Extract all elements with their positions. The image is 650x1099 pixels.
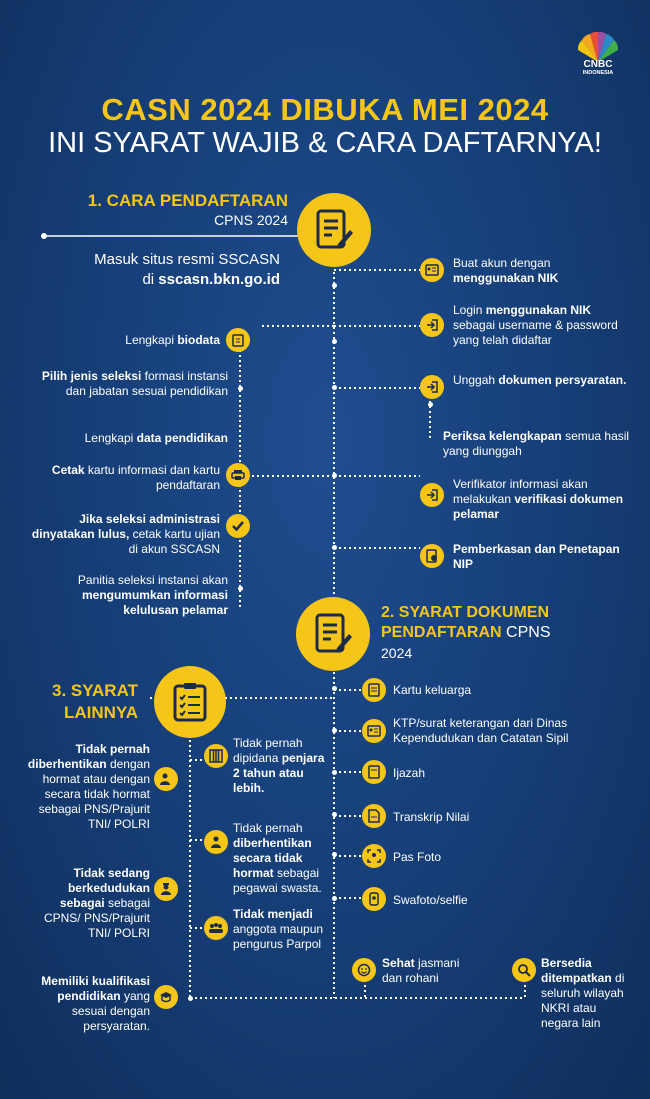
req-tail: anggota maupun pengurus Parpol	[233, 922, 324, 951]
step-admin-pass	[30, 512, 220, 557]
jail-icon	[204, 744, 228, 768]
group-icon	[204, 916, 228, 940]
step-text: Login	[453, 303, 486, 317]
req-bold: Bersedia ditempatkan	[541, 956, 612, 985]
step-text: Lengkapi	[84, 431, 137, 445]
section3-title	[20, 680, 138, 724]
req-bold: Sehat	[382, 956, 415, 970]
line-dot	[332, 852, 337, 857]
step-education	[40, 431, 228, 446]
step-announce	[40, 573, 228, 618]
section2-num: 2. SYARAT DOKUMEN	[381, 604, 550, 621]
req-tail: sebagai pegawai swasta.	[233, 866, 322, 895]
step-text: Unggah	[453, 373, 499, 387]
step-tail: kartu informasi dan kartu pendaftaran	[84, 463, 220, 492]
id-card-icon	[420, 258, 444, 282]
line-dot	[188, 996, 193, 1001]
section1-title: 1. CARA PENDAFTARAN	[87, 191, 288, 210]
step-biodata	[40, 333, 220, 348]
step-tail: cetak kartu ujian di akun SSCASN	[128, 527, 220, 556]
document-pen-icon	[297, 193, 371, 267]
line-dot	[238, 586, 243, 591]
checklist-icon	[154, 666, 226, 738]
step-bold: Cetak	[51, 463, 85, 477]
line-dot	[332, 385, 337, 390]
doc-transcript: Transkrip Nilai	[393, 810, 470, 824]
search-location-icon	[512, 958, 536, 982]
graduation-cap-icon	[154, 985, 178, 1009]
photo-icon	[362, 844, 386, 868]
section2-tail: CPNS	[501, 624, 551, 641]
req-not-civil-servant	[20, 866, 150, 941]
req-bold: Tidak pernah diberhentikan	[27, 742, 150, 771]
cnbc-logo-text	[568, 60, 628, 78]
step-text: Lengkapi	[125, 333, 178, 347]
req-not-dismissed	[20, 742, 150, 832]
req-tail: yang sesuai dengan persyaratan.	[71, 989, 150, 1033]
step-bold: menggunakan NIK	[485, 303, 592, 317]
step-verify	[453, 477, 633, 522]
diploma-icon	[362, 760, 386, 784]
step-tail: formasi instansi dan jabatan sesuai pendidikan	[65, 369, 228, 398]
line-dot	[238, 386, 243, 391]
line-dot	[332, 896, 337, 901]
req-no-prison	[233, 736, 328, 796]
req-text: Tidak pernah	[233, 821, 303, 835]
step-login	[453, 303, 633, 348]
doc-ijazah: Ijazah	[393, 766, 426, 780]
step-create-account	[453, 256, 633, 286]
intro-text	[40, 250, 280, 290]
certificate-icon	[420, 544, 444, 568]
document-pen-icon	[296, 597, 370, 671]
step-nip	[453, 542, 633, 572]
step-bold: data pendidikan	[136, 431, 228, 445]
req-bold: penjara 2 tahun atau lebih.	[233, 751, 325, 795]
transcript-icon	[362, 804, 386, 828]
step-bold: mengumumkan informasi kelulusan pelamar	[81, 588, 228, 617]
step-bold: dokumen persyaratan.	[498, 373, 627, 387]
step-tail: sebagai username & password yang telah didaftar	[453, 318, 618, 347]
req-not-fired-private	[233, 821, 328, 896]
req-bold: Memiliki kualifikasi pendidikan	[41, 974, 150, 1003]
line-dot	[332, 339, 337, 344]
step-text: Buat akun dengan	[453, 256, 551, 270]
step-formation	[40, 369, 228, 399]
line-dot	[332, 770, 337, 775]
section2-mid: PENDAFTARAN	[381, 624, 502, 641]
step-upload	[453, 373, 633, 388]
line-dot	[428, 402, 433, 407]
upload-icon	[420, 375, 444, 399]
line-dot	[332, 812, 337, 817]
intro-line1: Masuk situs resmi SSCASN	[94, 251, 280, 268]
req-bold: diberhentikan secara tidak hormat	[233, 836, 312, 880]
line-dot	[332, 686, 337, 691]
req-tail: dengan hormat atau dengan secara tidak hormat sebagai PNS/Prajurit TNI/ POLRI	[38, 757, 150, 831]
req-tail: jasmani dan rohani	[382, 956, 460, 985]
line-dot	[332, 728, 337, 733]
healthy-icon	[352, 958, 376, 982]
clipboard-icon	[226, 328, 250, 352]
req-tail: di seluruh wilayah NKRI atau negara lain	[541, 971, 625, 1030]
step-text: Panitia seleksi instansi akan	[77, 573, 228, 587]
family-card-icon	[362, 678, 386, 702]
doc-kk: Kartu keluarga	[393, 683, 472, 697]
printer-icon	[226, 463, 250, 487]
login-icon	[420, 313, 444, 337]
line-dot	[332, 283, 337, 288]
checkmark-icon	[226, 514, 250, 538]
intro-line2: di	[142, 271, 159, 288]
section1-subtitle: CPNS 2024	[214, 212, 288, 228]
step-bold: menggunakan NIK	[453, 271, 559, 285]
step-bold: Periksa kelengkapan	[443, 429, 562, 443]
brand-name: CNBC	[583, 59, 613, 70]
step-bold: Pilih jenis seleksi	[41, 369, 142, 383]
sub-title: INI SYARAT WAJIB & CARA DAFTARNYA!	[48, 127, 602, 159]
req-tail: sebagai CPNS/ PNS/Prajurit TNI/ POLRI	[43, 896, 150, 940]
step-tail: semua hasil yang diunggah	[443, 429, 630, 458]
req-not-party	[233, 907, 333, 952]
step-text: Verifikator informasi akan melakukan	[453, 477, 588, 506]
req-bold: Tidak menjadi	[233, 907, 313, 921]
id-card-icon	[362, 719, 386, 743]
main-title: CASN 2024 DIBUKA MEI 2024	[101, 92, 549, 127]
person-dismiss-icon	[154, 767, 178, 791]
step-bold: Pemberkasan dan Penetapan NIP	[453, 542, 620, 571]
step-bold: verifikasi dokumen pelamar	[453, 492, 624, 521]
step-bold: Jika seleksi administrasi dinyatakan lulus,	[31, 512, 220, 541]
req-text: Tidak pernah dipidana	[233, 736, 303, 765]
employee-icon	[204, 830, 228, 854]
req-healthy	[382, 956, 472, 986]
section2-title	[381, 603, 641, 664]
section3-line2: LAINNYA	[64, 703, 138, 722]
section2-year: 2024	[381, 645, 413, 661]
sscasn-link[interactable]: sscasn.bkn.go.id	[158, 271, 280, 288]
officer-icon	[154, 877, 178, 901]
req-placement	[541, 956, 633, 1031]
verify-icon	[420, 483, 444, 507]
req-education	[20, 974, 150, 1034]
line-dot	[332, 473, 337, 478]
selfie-icon	[362, 887, 386, 911]
doc-ktp: KTP/surat keterangan dari Dinas Kependudukan dan Catatan Sipil	[393, 716, 569, 745]
doc-photo: Pas Foto	[393, 850, 442, 864]
req-bold: Tidak sedang berkedudukan sebagai	[59, 866, 150, 910]
step-check	[443, 429, 638, 459]
section3-line1: 3. SYARAT	[52, 681, 138, 700]
line-dot	[332, 545, 337, 550]
step-bold: biodata	[177, 333, 220, 347]
step-print	[40, 463, 220, 493]
doc-selfie: Swafoto/selfie	[393, 893, 468, 907]
brand-sub: INDONESIA	[582, 70, 614, 76]
